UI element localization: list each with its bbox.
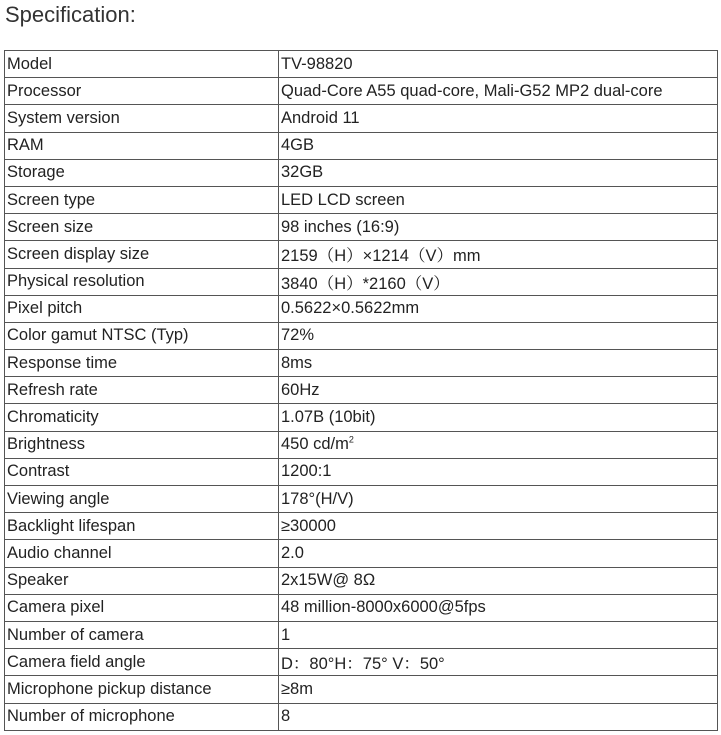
- spec-value-text: 60Hz: [281, 380, 320, 399]
- spec-value-text: LED LCD screen: [281, 190, 405, 209]
- specification-table-body: [5, 51, 718, 731]
- spec-label: Storage: [5, 159, 279, 186]
- spec-label: Viewing angle: [5, 486, 279, 513]
- spec-label: Number of camera: [5, 621, 279, 648]
- table-row: [5, 513, 718, 540]
- spec-value-text: D：80°H：75° V：50°: [281, 655, 445, 674]
- spec-value: [279, 78, 718, 105]
- spec-value: [279, 159, 718, 186]
- spec-value: [279, 621, 718, 648]
- spec-label: Brightness: [5, 431, 279, 458]
- spec-value: [279, 594, 718, 621]
- specification-table: [4, 50, 718, 731]
- spec-value: [279, 51, 718, 78]
- table-row: [5, 458, 718, 485]
- table-row: [5, 105, 718, 132]
- spec-value: [279, 132, 718, 159]
- spec-label: Model: [5, 51, 279, 78]
- spec-value-text: 72%: [281, 326, 315, 345]
- spec-value: [279, 214, 718, 241]
- spec-value-text: ≥30000: [281, 516, 336, 535]
- spec-label: Screen type: [5, 186, 279, 213]
- table-row: [5, 404, 718, 431]
- spec-label: Screen size: [5, 214, 279, 241]
- table-row: [5, 594, 718, 621]
- spec-value-text: 2x15W@ 8Ω: [281, 571, 376, 590]
- spec-value-text: 8ms: [281, 353, 313, 372]
- spec-label: Contrast: [5, 458, 279, 485]
- spec-value: [279, 486, 718, 513]
- spec-label: Color gamut NTSC (Typ): [5, 322, 279, 349]
- page-title: Specification:: [5, 2, 136, 27]
- spec-value-superscript: 2: [348, 434, 354, 445]
- spec-value: [279, 105, 718, 132]
- table-row: [5, 567, 718, 594]
- spec-value-text: 450 cd/m: [281, 435, 349, 454]
- spec-value: [279, 377, 718, 404]
- spec-label: Refresh rate: [5, 377, 279, 404]
- table-row: [5, 78, 718, 105]
- spec-label: RAM: [5, 132, 279, 159]
- spec-value: [279, 513, 718, 540]
- spec-value-text: 8: [281, 707, 291, 726]
- spec-value: [279, 676, 718, 703]
- spec-label: Backlight lifespan: [5, 513, 279, 540]
- spec-value: [279, 404, 718, 431]
- table-row: [5, 540, 718, 567]
- spec-label: Microphone pickup distance: [5, 676, 279, 703]
- table-row: [5, 241, 718, 268]
- spec-value: [279, 186, 718, 213]
- table-row: [5, 186, 718, 213]
- table-row: [5, 703, 718, 730]
- spec-value-text: 178°(H/V): [281, 489, 354, 508]
- table-row: [5, 295, 718, 322]
- spec-value: [279, 295, 718, 322]
- spec-value-text: 2159（H）×1214（V）mm: [281, 247, 481, 266]
- spec-label: Camera field angle: [5, 649, 279, 676]
- table-row: [5, 486, 718, 513]
- spec-value-text: 3840（H）*2160（V）: [281, 274, 450, 293]
- table-row: [5, 621, 718, 648]
- spec-value-text: 48 million-8000x6000@5fps: [281, 598, 486, 617]
- spec-value-text: 1: [281, 625, 291, 644]
- spec-label: Number of microphone: [5, 703, 279, 730]
- spec-value-text: ≥8m: [281, 679, 313, 698]
- spec-value-text: 4GB: [281, 136, 315, 155]
- spec-value-text: Quad-Core A55 quad-core, Mali-G52 MP2 dual-core: [281, 81, 663, 100]
- table-row: [5, 132, 718, 159]
- table-row: [5, 377, 718, 404]
- spec-value: [279, 241, 718, 268]
- spec-label: Physical resolution: [5, 268, 279, 295]
- spec-value-text: 32GB: [281, 163, 324, 182]
- table-row: [5, 322, 718, 349]
- table-row: [5, 649, 718, 676]
- spec-value: [279, 350, 718, 377]
- table-row: [5, 431, 718, 458]
- spec-label: Camera pixel: [5, 594, 279, 621]
- table-row: [5, 159, 718, 186]
- spec-value: [279, 322, 718, 349]
- spec-label: Audio channel: [5, 540, 279, 567]
- table-row: [5, 350, 718, 377]
- spec-label: Screen display size: [5, 241, 279, 268]
- spec-label: System version: [5, 105, 279, 132]
- spec-value: [279, 703, 718, 730]
- table-row: [5, 51, 718, 78]
- spec-label: Processor: [5, 78, 279, 105]
- spec-value: [279, 268, 718, 295]
- spec-value-text: 98 inches (16:9): [281, 217, 400, 236]
- spec-value-text: 2.0: [281, 543, 304, 562]
- spec-value-text: Android 11: [281, 108, 360, 127]
- spec-label: Pixel pitch: [5, 295, 279, 322]
- spec-value: [279, 567, 718, 594]
- table-row: [5, 214, 718, 241]
- spec-value-text: 1.07B (10bit): [281, 408, 376, 427]
- spec-value: [279, 458, 718, 485]
- spec-label: Response time: [5, 350, 279, 377]
- table-row: [5, 268, 718, 295]
- spec-label: Speaker: [5, 567, 279, 594]
- table-row: [5, 676, 718, 703]
- spec-value: [279, 649, 718, 676]
- spec-value: [279, 540, 718, 567]
- spec-value: [279, 431, 718, 458]
- spec-value-text: TV-98820: [281, 54, 353, 73]
- spec-value-text: 1200:1: [281, 462, 332, 481]
- spec-label: Chromaticity: [5, 404, 279, 431]
- spec-value-text: 0.5622×0.5622mm: [281, 299, 420, 318]
